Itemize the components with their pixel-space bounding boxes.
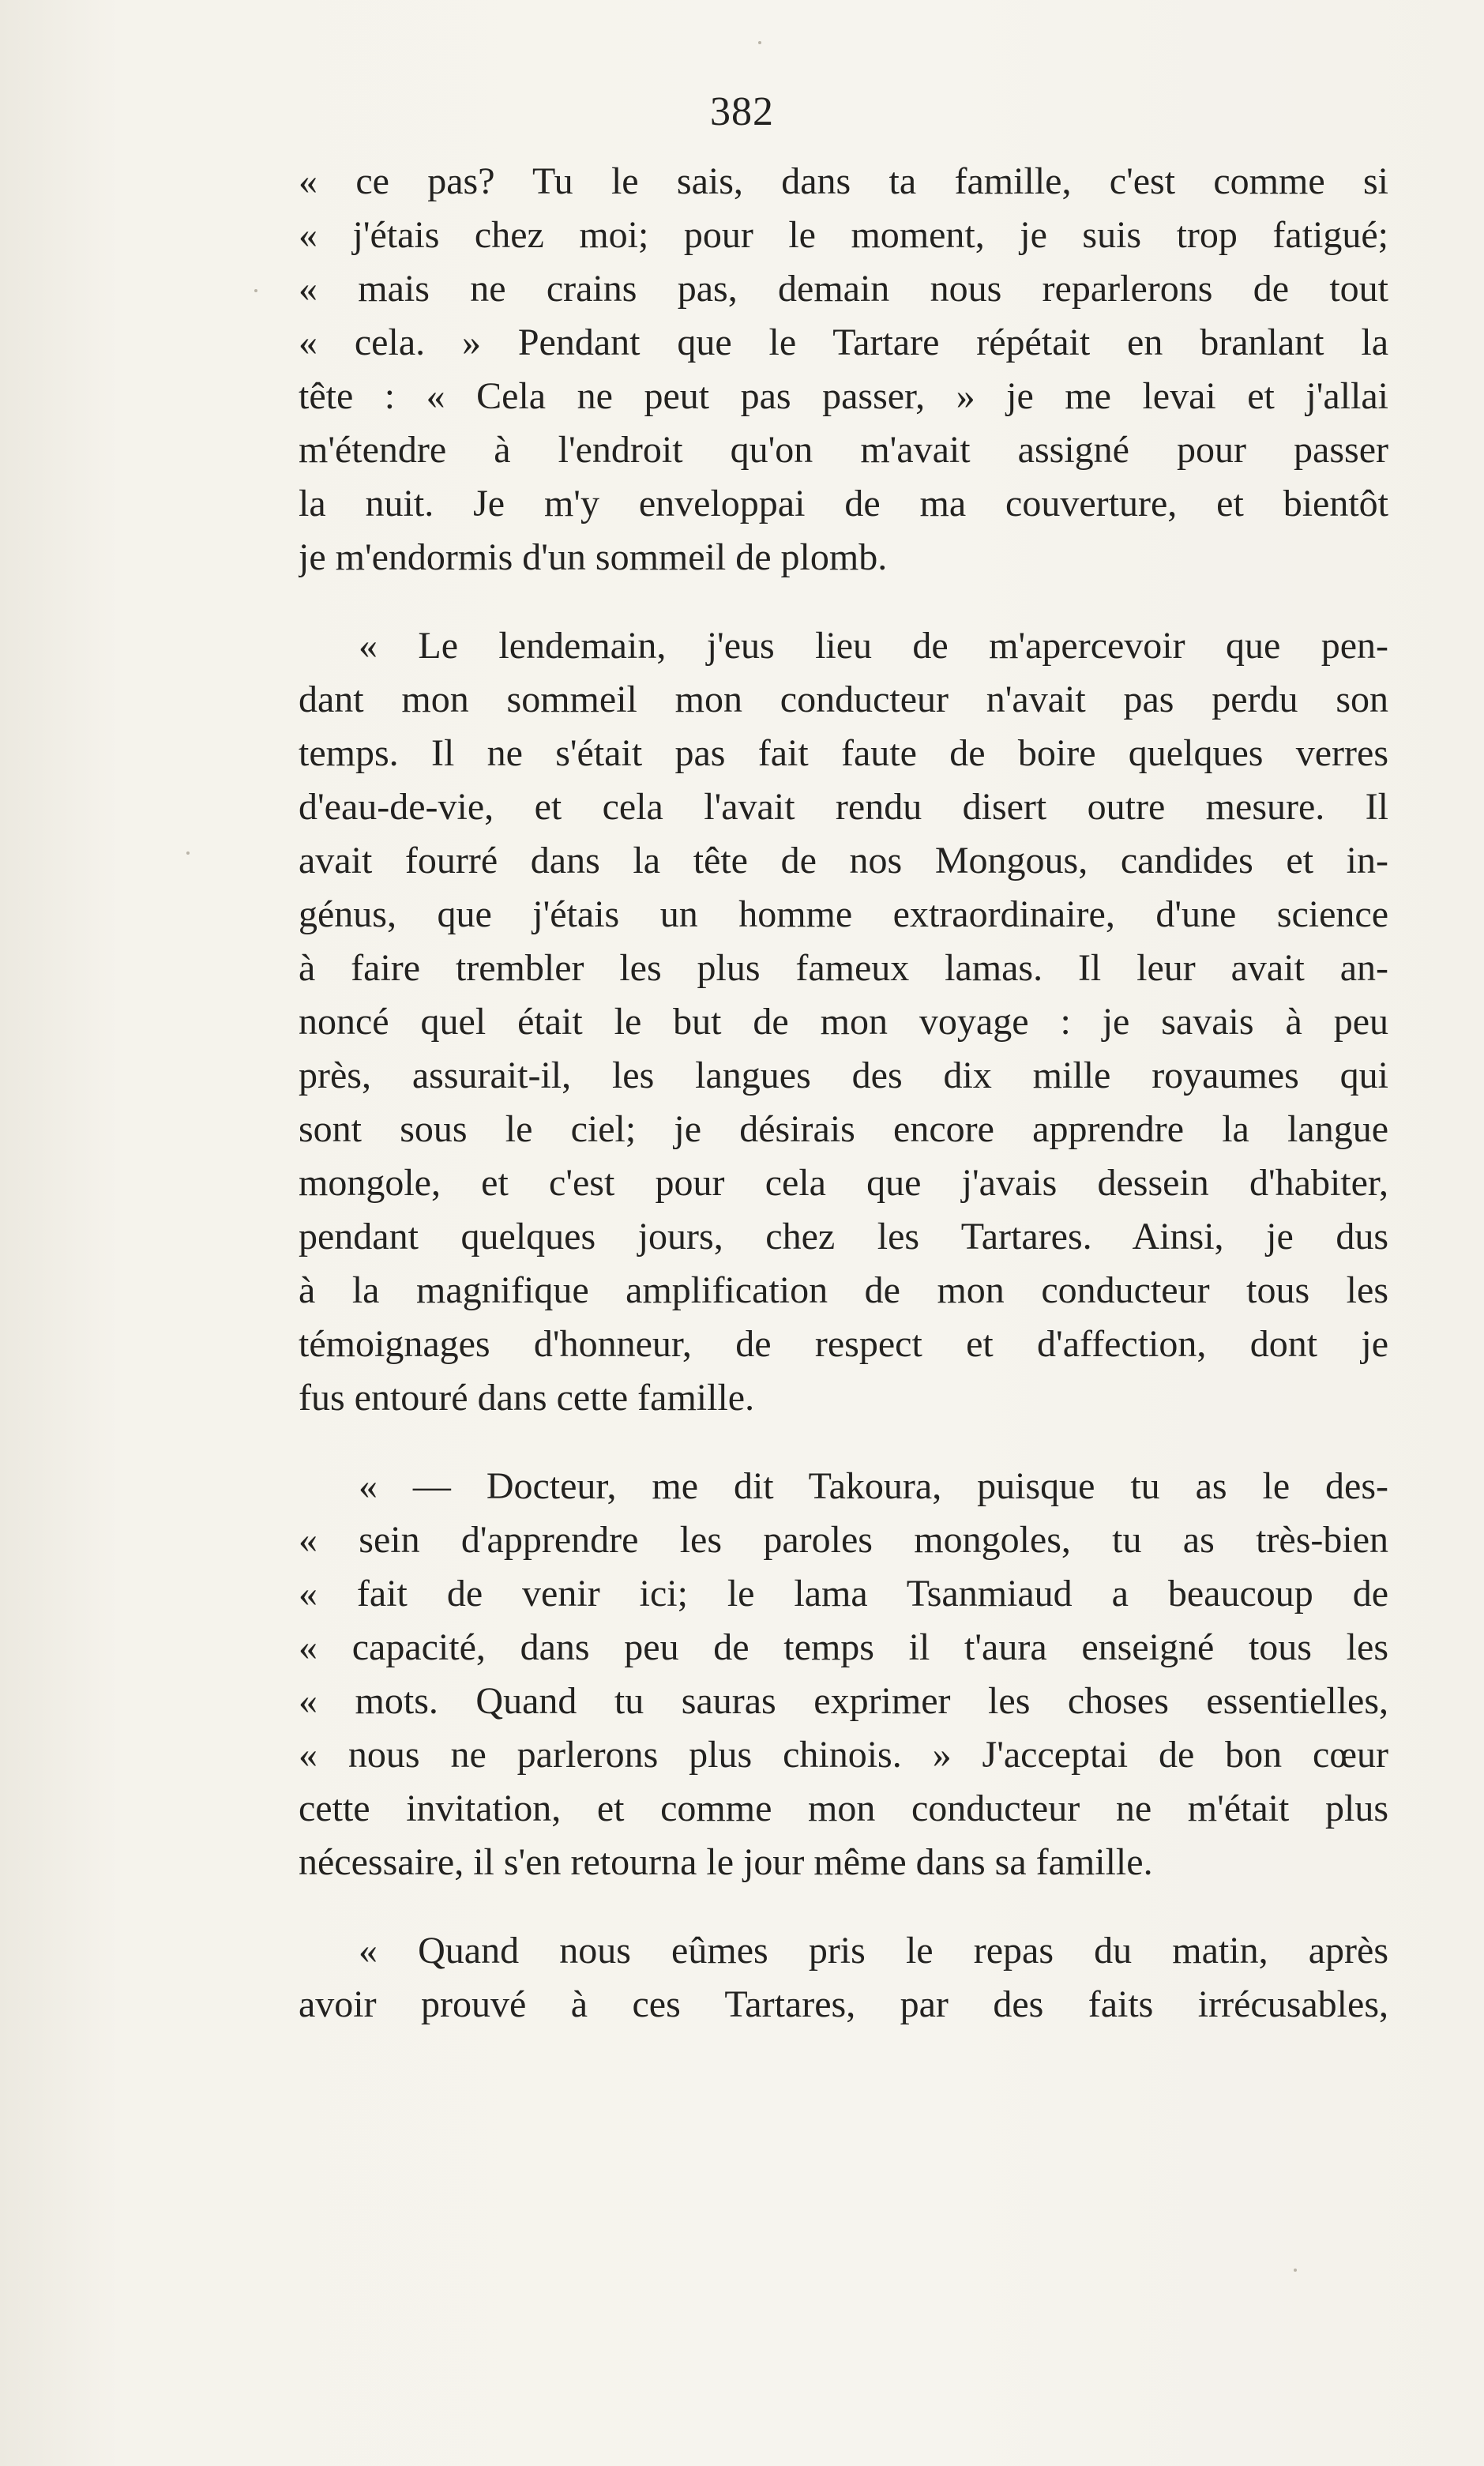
paragraph-1: [299, 155, 1388, 585]
text-line: tête : « Cela ne peut pas passer, » je me levai et j'allai: [299, 375, 1388, 417]
text-line: près, assurait-il, les langues des dix mille royaumes qui: [299, 1054, 1388, 1096]
text-line: « ce pas? Tu le sais, dans ta famille, c'est comme si: [299, 160, 1388, 202]
text-line: « sein d'apprendre les paroles mongoles, tu as très-bien: [299, 1519, 1388, 1561]
text-line: noncé quel était le but de mon voyage : je savais à peu: [299, 1001, 1388, 1043]
text-line: « cela. » Pendant que le Tartare répétait en branlant la: [299, 321, 1388, 363]
text-line: je m'endormis d'un sommeil de plomb.: [299, 536, 888, 578]
paper-speck: [758, 41, 761, 44]
text-line: « Le lendemain, j'eus lieu de m'apercevoir que pen-: [359, 625, 1388, 667]
text-line: à faire trembler les plus fameux lamas. Il leur avait an-: [299, 947, 1388, 989]
text-line: nécessaire, il s'en retourna le jour même dans sa famille.: [299, 1841, 1153, 1883]
paper-speck: [186, 851, 190, 855]
text-line: cette invitation, et comme mon conducteur ne m'était plus: [299, 1787, 1388, 1829]
paper-speck: [254, 289, 257, 292]
text-line: « Quand nous eûmes pris le repas du matin, après: [359, 1930, 1388, 1972]
text-line: dant mon sommeil mon conducteur n'avait pas perdu son: [299, 679, 1388, 720]
text-line: « mais ne crains pas, demain nous reparlerons de tout: [299, 268, 1388, 310]
text-line: à la magnifique amplification de mon conducteur tous les: [299, 1269, 1388, 1311]
body-text: [299, 155, 1388, 2032]
text-line: témoignages d'honneur, de respect et d'affection, dont je: [299, 1323, 1388, 1365]
text-line: la nuit. Je m'y enveloppai de ma couverture, et bientôt: [299, 483, 1388, 524]
text-line: d'eau-de-vie, et cela l'avait rendu disert outre mesure. Il: [299, 786, 1388, 828]
text-line: « capacité, dans peu de temps il t'aura enseigné tous les: [299, 1626, 1388, 1668]
paper-speck: [1294, 2269, 1297, 2272]
text-line: « mots. Quand tu sauras exprimer les choses essentielles,: [299, 1680, 1388, 1722]
text-line: « — Docteur, me dit Takoura, puisque tu as le des-: [359, 1465, 1388, 1507]
text-line: « fait de venir ici; le lama Tsanmiaud a beaucoup de: [299, 1573, 1388, 1615]
paragraph-2: [299, 619, 1388, 1425]
paragraph-3: [299, 1460, 1388, 1889]
text-line: mongole, et c'est pour cela que j'avais dessein d'habiter,: [299, 1162, 1388, 1204]
page-number: 382: [710, 89, 774, 134]
text-line: fus entouré dans cette famille.: [299, 1377, 755, 1419]
text-line: pendant quelques jours, chez les Tartares. Ainsi, je dus: [299, 1216, 1388, 1257]
text-line: génus, que j'étais un homme extraordinaire, d'une science: [299, 893, 1388, 935]
text-line: temps. Il ne s'était pas fait faute de boire quelques verres: [299, 732, 1388, 774]
text-line: « j'étais chez moi; pour le moment, je suis trop fatigué;: [299, 214, 1388, 256]
text-line: avoir prouvé à ces Tartares, par des faits irrécusables,: [299, 1983, 1388, 2025]
text-line: sont sous le ciel; je désirais encore apprendre la langue: [299, 1108, 1388, 1150]
paragraph-4: [299, 1924, 1388, 2032]
text-line: « nous ne parlerons plus chinois. » J'acceptai de bon cœur: [299, 1734, 1388, 1776]
text-line: m'étendre à l'endroit qu'on m'avait assigné pour passer: [299, 429, 1388, 471]
text-line: avait fourré dans la tête de nos Mongous, candides et in-: [299, 840, 1388, 882]
